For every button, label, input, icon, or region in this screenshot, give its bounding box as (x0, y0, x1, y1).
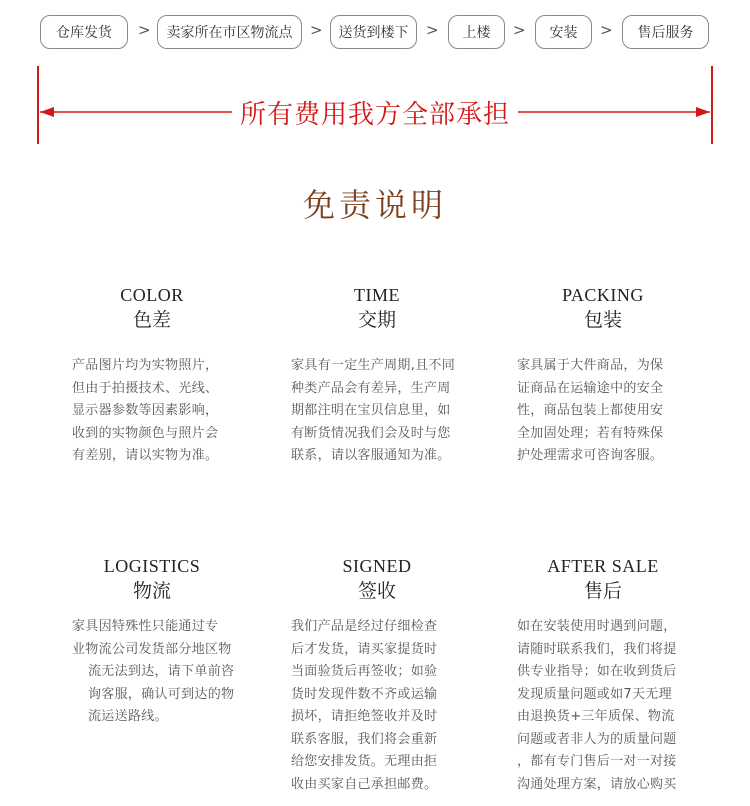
card-line: 流无法到达，请下单前咨 (88, 664, 235, 679)
step-after-sales: 售后服务 (622, 15, 709, 49)
card-line: 如在安装使用时遇到问题， (517, 619, 677, 634)
card-line: 显示器参数等因素影响， (72, 403, 219, 418)
chevron-right-icon: > (600, 21, 613, 39)
card-line: 沟通处理方案，请放心购买 (517, 776, 677, 792)
card-body (72, 616, 242, 729)
card-title-cn: 交期 (357, 309, 396, 331)
card-line: 给您安排发货。无理由拒 (291, 754, 438, 769)
step-deliver-downstairs: 送货到楼下 (330, 15, 417, 49)
card-after-sale (513, 556, 693, 796)
card-time (287, 285, 467, 468)
cost-banner (0, 64, 750, 146)
step-city-logistics: 卖家所在市区物流点 (157, 15, 302, 49)
card-line: 当面验货后再签收；如验 (291, 664, 438, 679)
card-body (291, 616, 467, 796)
card-line: 损坏，请拒绝签收并及时 (291, 709, 438, 724)
card-line: 全加固处理；若有特殊保 (517, 425, 664, 441)
card-line: 护处理需求可咨询客服。 (517, 448, 664, 463)
card-line: 询客服，确认可到达的物 (88, 686, 235, 702)
card-title-cn: 签收 (357, 580, 396, 602)
chevron-right-icon: > (310, 21, 323, 39)
card-line: 有差别，请以实物为准。 (72, 448, 219, 463)
card-line: 联系，请以客服通知为准。 (291, 448, 451, 463)
card-line: 由退换货+三年质保、物流 (517, 709, 675, 724)
card-title-en: PACKING (562, 285, 644, 305)
card-title-en: COLOR (120, 285, 184, 305)
card-line: 联系客服，我们将会重新 (291, 731, 438, 747)
chevron-right-icon: > (138, 21, 151, 39)
step-install: 安装 (535, 15, 592, 49)
card-line: 期都注明在宝贝信息里，如 (291, 403, 451, 418)
chevron-right-icon: > (426, 21, 439, 39)
card-signed (287, 556, 467, 796)
card-title-en: SIGNED (342, 556, 412, 576)
card-title-en: TIME (354, 285, 400, 305)
card-title-en: LOGISTICS (103, 556, 201, 576)
card-line: 种类产品会有差异，生产周 (291, 380, 451, 396)
card-body (72, 355, 242, 468)
card-line: 业物流公司发货部分地区物 (72, 641, 232, 657)
step-upstairs: 上楼 (448, 15, 505, 49)
card-body (517, 616, 693, 796)
card-line: 有断货情况我们会及时与您 (291, 425, 451, 441)
card-line: 我们产品是经过仔细检查 (291, 619, 438, 634)
card-packing (513, 285, 693, 468)
card-line: 家具有一定生产周期,且不同 (291, 358, 456, 373)
card-line: 性，商品包装上都使用安 (517, 403, 664, 418)
card-line: 货时发现件数不齐或运输 (291, 686, 438, 702)
card-line: 收到的实物颜色与照片会 (72, 425, 219, 441)
card-line: 问题或者非人为的质量问题 (517, 731, 677, 747)
card-line: 供专业指导；如在收到货后 (517, 664, 677, 679)
card-title-cn: 包装 (583, 309, 622, 331)
card-logistics (62, 556, 242, 729)
card-body (291, 355, 467, 468)
card-color (62, 285, 242, 468)
card-title-en: AFTER SALE (547, 556, 659, 576)
banner-text: 所有费用我方全部承担 (232, 100, 518, 130)
card-line: 证商品在运输途中的安全 (517, 380, 664, 396)
card-line: ，都有专门售后一对一对接 (517, 754, 677, 769)
disclaimer-title: 免责说明 (302, 186, 447, 224)
card-title-cn: 售后 (583, 580, 622, 602)
card-line: 后才发货，请买家提货时 (291, 641, 438, 657)
card-line: 收由买家自己承担邮费。 (291, 776, 438, 792)
card-body (517, 355, 693, 468)
card-line: 发现质量问题或如7天无理 (517, 686, 672, 702)
step-warehouse-ship: 仓库发货 (40, 15, 128, 49)
card-line: 家具因特殊性只能通过专 (72, 619, 219, 634)
card-line: 产品图片均为实物照片， (72, 358, 219, 373)
process-steps (40, 15, 710, 51)
card-line: 流运送路线。 (88, 709, 168, 724)
card-line: 请随时联系我们，我们将提 (517, 641, 677, 657)
card-title-cn: 色差 (132, 309, 171, 331)
card-line: 家具属于大件商品，为保 (517, 358, 664, 373)
card-line: 但由于拍摄技术、光线、 (72, 380, 219, 396)
chevron-right-icon: > (513, 21, 526, 39)
card-title-cn: 物流 (132, 580, 171, 602)
